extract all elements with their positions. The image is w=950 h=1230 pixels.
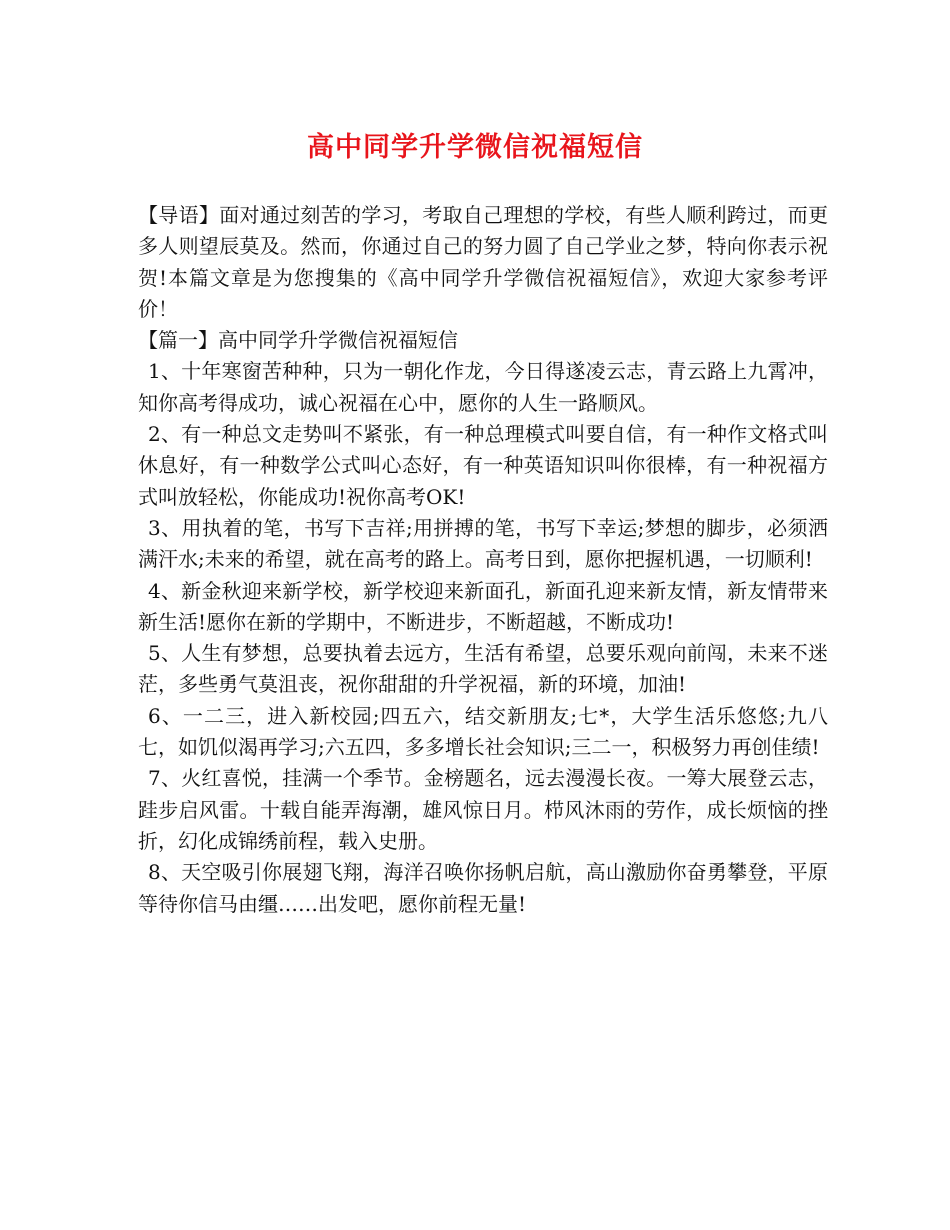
- document-title: 高中同学升学微信祝福短信: [307, 132, 643, 163]
- list-item: 3、用执着的笔，书写下吉祥;用拼搏的笔，书写下幸运;梦想的脚步，必须洒满汗水;未来的希望，就在高考的路上。高考日到，愿你把握机遇，一切顺利!: [138, 515, 828, 572]
- list-item: 6、一二三，进入新校园;四五六，结交新朋友;七*，大学生活乐悠悠;九八七，如饥似渴再学习;六五四，多多增长社会知识;三二一，积极努力再创佳绩!: [138, 703, 828, 760]
- section-heading: 【篇一】高中同学升学微信祝福短信: [138, 328, 458, 353]
- list-item: 4、新金秋迎来新学校，新学校迎来新面孔，新面孔迎来新友情，新友情带来新生活!愿你在新的学期中，不断进步，不断超越，不断成功!: [138, 578, 828, 634]
- list-item: 1、十年寒窗苦种种，只为一朝化作龙，今日得遂凌云志，青云路上九霄冲，知你高考得成功，诚心祝福在心中，愿你的人生一路顺风。: [138, 359, 828, 415]
- list-item: 2、有一种总文走势叫不紧张，有一种总理模式叫要自信，有一种作文格式叫休息好，有一种数学公式叫心态好，有一种英语知识叫你很棒，有一种祝福方式叫放轻松，你能成功!祝你高考OK!: [138, 422, 828, 509]
- list-item: 8、天空吸引你展翅飞翔，海洋召唤你扬帆启航，高山激励你奋勇攀登，平原等待你信马由缰……出发吧，愿你前程无量!: [138, 860, 828, 916]
- list-item: 7、火红喜悦，挂满一个季节。金榜题名，远去漫漫长夜。一筹大展登云志，跬步启风雷。十载自能弄海潮，雄风惊日月。栉风沐雨的劳作，成长烦恼的挫折，幻化成锦绣前程，载入史册。: [138, 766, 828, 853]
- document-body: [138, 200, 828, 920]
- intro-paragraph: 【导语】面对通过刻苦的学习，考取自己理想的学校，有些人顺利跨过，而更多人则望辰莫及。然而，你通过自己的努力圆了自己学业之梦，特向你表示祝贺!本篇文章是为您搜集的《高中同学升学微信祝福短信》，欢迎大家参考评价！: [138, 203, 828, 321]
- list-item: 5、人生有梦想，总要执着去远方，生活有希望，总要乐观向前闯，未来不迷茫，多些勇气莫沮丧，祝你甜甜的升学祝福，新的环境，加油!: [138, 641, 828, 697]
